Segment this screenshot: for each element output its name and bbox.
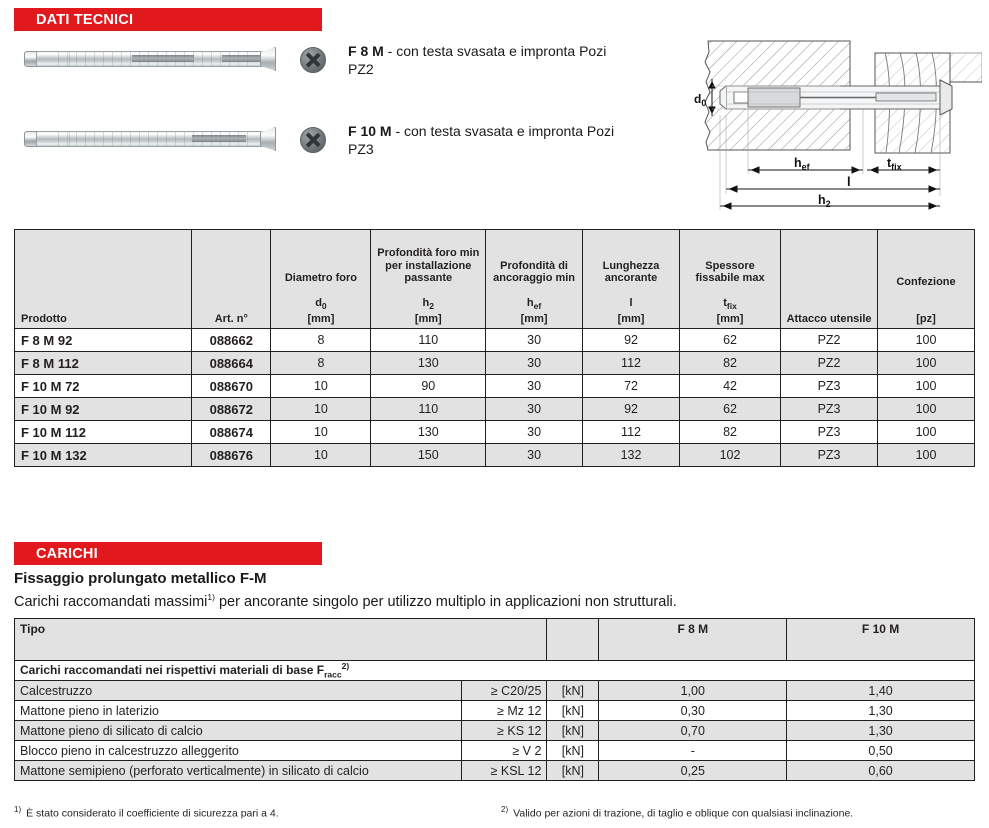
table-header-row <box>15 230 975 329</box>
cell-unit: [kN] <box>547 761 599 781</box>
section-label-text: Carichi raccomandati nei rispettivi materiali di base F <box>20 663 325 678</box>
header-unit: [mm] <box>307 312 335 325</box>
cell-material: Mattone pieno di silicato di calcio <box>15 721 462 741</box>
metal-frame-anchor-icon <box>14 38 284 82</box>
col-header-confezione <box>878 230 975 329</box>
section-banner-carichi <box>14 542 322 565</box>
cell-confezione: 100 <box>878 352 975 375</box>
footnote-1 <box>14 805 279 820</box>
cell-h2: 130 <box>371 421 486 444</box>
cell-hef: 30 <box>486 375 583 398</box>
product-drive: PZ2 <box>348 61 374 77</box>
col-header-blank <box>547 619 599 661</box>
cell-d0: 10 <box>271 398 371 421</box>
header-label: Art. n° <box>214 312 248 325</box>
footnote-marker: 2) <box>501 805 509 814</box>
cell-unit: [kN] <box>547 741 599 761</box>
cell-confezione: 100 <box>878 329 975 352</box>
cell-d0: 10 <box>271 444 371 467</box>
cell-d0: 8 <box>271 352 371 375</box>
cell-f10m-value: 0,60 <box>787 761 975 781</box>
cell-material: Mattone pieno in laterizio <box>15 701 462 721</box>
table-row <box>15 329 975 352</box>
cell-f8m-value: 0,70 <box>599 721 787 741</box>
footnote-2 <box>501 805 853 820</box>
loads-row <box>15 741 975 761</box>
cell-hef: 30 <box>486 329 583 352</box>
cell-h2: 90 <box>371 375 486 398</box>
cell-l: 112 <box>583 352 680 375</box>
table-row <box>15 352 975 375</box>
loads-section-label <box>15 661 975 681</box>
cell-f8m-value: - <box>599 741 787 761</box>
product-description: - con testa svasata e impronta Pozi <box>391 123 615 139</box>
label-h2: $h_2$ <box>818 193 831 209</box>
loads-row <box>15 701 975 721</box>
cell-tfix: 62 <box>679 329 780 352</box>
cell-art-n: 088670 <box>192 375 271 398</box>
product-drive: PZ3 <box>348 141 374 157</box>
header-title: Confezione <box>896 275 956 288</box>
cell-attacco: PZ3 <box>781 444 878 467</box>
loads-subtitle <box>14 592 677 610</box>
cell-prodotto: F 10 M 112 <box>15 421 192 444</box>
cell-tfix: 102 <box>679 444 780 467</box>
loads-title: Fissaggio prolungato metallico F-M <box>14 570 267 587</box>
cell-grade: ≥ KS 12 <box>462 721 547 741</box>
col-header-profondita-foro-min <box>371 230 486 329</box>
technical-data-table <box>14 229 975 467</box>
header-title: Diametro foro <box>284 272 357 285</box>
cell-grade: ≥ Mz 12 <box>462 701 547 721</box>
header-symbol: $t_{fix}$ <box>723 296 737 311</box>
col-header-prodotto <box>15 230 192 329</box>
table-row <box>15 375 975 398</box>
cell-h2: 130 <box>371 352 486 375</box>
cell-l: 112 <box>583 421 680 444</box>
anchor-installation-section-drawing <box>690 24 982 214</box>
col-header-attacco-utensile <box>781 230 878 329</box>
anchor-shank-shadow <box>192 135 246 142</box>
cell-attacco: PZ2 <box>781 352 878 375</box>
cell-f10m-value: 1,40 <box>787 681 975 701</box>
cell-prodotto: F 8 M 92 <box>15 329 192 352</box>
cell-h2: 110 <box>371 329 486 352</box>
cell-l: 92 <box>583 398 680 421</box>
cell-attacco: PZ3 <box>781 375 878 398</box>
cell-f8m-value: 0,30 <box>599 701 787 721</box>
header-unit: [mm] <box>716 312 744 325</box>
header-label: Prodotto <box>21 312 67 325</box>
cell-attacco: PZ2 <box>781 329 878 352</box>
cell-confezione: 100 <box>878 398 975 421</box>
header-symbol <box>882 300 970 313</box>
header-symbol: $d_0$ <box>315 296 327 311</box>
cell-hef: 30 <box>486 421 583 444</box>
cell-material: Mattone semipieno (perforato verticalmente) in silicato di calcio <box>15 761 462 781</box>
header-unit: [mm] <box>520 312 548 325</box>
col-header-art-n <box>192 230 271 329</box>
cell-material: Calcestruzzo <box>15 681 462 701</box>
cell-prodotto: F 10 M 132 <box>15 444 192 467</box>
cell-attacco: PZ3 <box>781 398 878 421</box>
product-row <box>14 38 606 82</box>
cell-art-n: 088672 <box>192 398 271 421</box>
footnote-marker: 1) <box>14 805 22 814</box>
table-row <box>15 444 975 467</box>
col-header-spessore-fissabile-max <box>679 230 780 329</box>
cell-hef: 30 <box>486 352 583 375</box>
cell-tfix: 42 <box>679 375 780 398</box>
header-symbol: $h_2$ <box>422 296 435 311</box>
table-row <box>15 421 975 444</box>
cell-tfix: 82 <box>679 352 780 375</box>
pozidriv-screw-head-icon <box>300 47 326 73</box>
header-unit: [mm] <box>414 312 442 325</box>
col-header-diametro-foro <box>271 230 371 329</box>
cell-tfix: 82 <box>679 421 780 444</box>
cell-grade: ≥ C20/25 <box>462 681 547 701</box>
section-banner-dati-tecnici <box>14 8 322 31</box>
cell-f8m-value: 0,25 <box>599 761 787 781</box>
cell-prodotto: F 10 M 92 <box>15 398 192 421</box>
product-caption <box>348 42 606 78</box>
col-header-tipo: Tipo <box>15 619 547 661</box>
loads-table <box>14 618 975 781</box>
cell-hef: 30 <box>486 398 583 421</box>
product-code: F 10 M <box>348 123 392 139</box>
footnote-text: È stato considerato il coefficiente di sicurezza pari a 4. <box>26 807 279 820</box>
col-header-profondita-ancoraggio-min <box>486 230 583 329</box>
col-header-f8m: F 8 M <box>599 619 787 661</box>
cell-f10m-value: 0,50 <box>787 741 975 761</box>
metal-frame-anchor-icon <box>14 118 284 162</box>
cell-unit: [kN] <box>547 701 599 721</box>
loads-section-row <box>15 661 975 681</box>
cell-h2: 110 <box>371 398 486 421</box>
product-row <box>14 118 614 162</box>
loads-row <box>15 761 975 781</box>
label-d0: $d_0$ <box>694 92 707 108</box>
loads-header-row <box>15 619 975 661</box>
cell-material: Blocco pieno in calcestruzzo alleggerito <box>15 741 462 761</box>
label-l: l <box>847 174 851 189</box>
loads-subtitle-text: Carichi raccomandati massimi <box>14 593 208 610</box>
product-code: F 8 M <box>348 43 384 59</box>
cell-f8m-value: 1,00 <box>599 681 787 701</box>
footnote-marker-1: 1) <box>207 592 215 602</box>
label-hef: $h_{ef}$ <box>794 156 810 172</box>
cell-confezione: 100 <box>878 444 975 467</box>
header-title: Profondità di ancoraggio min <box>493 259 576 285</box>
cell-prodotto: F 10 M 72 <box>15 375 192 398</box>
cell-l: 92 <box>583 329 680 352</box>
cell-unit: [kN] <box>547 721 599 741</box>
header-title: Profondità foro min per installazione passante <box>377 247 480 285</box>
header-title: Lunghezza ancorante <box>602 259 660 285</box>
col-header-f10m: F 10 M <box>787 619 975 661</box>
table-row <box>15 398 975 421</box>
section-banner-label: CARICHI <box>36 545 98 562</box>
cell-prodotto: F 8 M 112 <box>15 352 192 375</box>
cell-f10m-value: 1,30 <box>787 721 975 741</box>
cell-grade: ≥ KSL 12 <box>462 761 547 781</box>
header-unit: [pz] <box>916 312 936 325</box>
loads-subtitle-text-cont: per ancorante singolo per utilizzo multiplo in applicazioni non strutturali. <box>214 593 677 610</box>
section-label-sub: racc <box>324 669 342 680</box>
footnote-marker-2: 2) <box>341 661 350 672</box>
cell-h2: 150 <box>371 444 486 467</box>
cell-hef: 30 <box>486 444 583 467</box>
product-description: - con testa svasata e impronta Pozi <box>383 43 607 59</box>
anchor-shank-shadow <box>132 55 194 62</box>
cell-confezione: 100 <box>878 421 975 444</box>
header-symbol: $h_{ef}$ <box>526 296 542 311</box>
cell-unit: [kN] <box>547 681 599 701</box>
header-symbol: l <box>629 296 633 309</box>
product-caption <box>348 122 614 158</box>
cell-attacco: PZ3 <box>781 421 878 444</box>
col-header-lunghezza-ancorante <box>583 230 680 329</box>
cell-art-n: 088662 <box>192 329 271 352</box>
header-title: Attacco utensile <box>786 312 872 325</box>
cell-confezione: 100 <box>878 375 975 398</box>
loads-row <box>15 721 975 741</box>
cell-l: 72 <box>583 375 680 398</box>
section-banner-label: DATI TECNICI <box>36 11 134 28</box>
header-title: Spessore fissabile max <box>695 259 765 285</box>
cell-d0: 10 <box>271 421 371 444</box>
footnote-text: Valido per azioni di trazione, di taglio e oblique con qualsiasi inclinazione. <box>513 807 854 820</box>
loads-row <box>15 681 975 701</box>
cell-d0: 10 <box>271 375 371 398</box>
cell-art-n: 088676 <box>192 444 271 467</box>
cell-grade: ≥ V 2 <box>462 741 547 761</box>
cell-f10m-value: 1,30 <box>787 701 975 721</box>
cell-tfix: 62 <box>679 398 780 421</box>
label-tfix: $t_{fix}$ <box>887 156 902 172</box>
pozidriv-screw-head-icon <box>300 127 326 153</box>
cell-art-n: 088664 <box>192 352 271 375</box>
cell-art-n: 088674 <box>192 421 271 444</box>
cell-d0: 8 <box>271 329 371 352</box>
header-unit: [mm] <box>617 312 645 325</box>
cell-l: 132 <box>583 444 680 467</box>
anchor-shank-shadow-2 <box>222 55 262 62</box>
